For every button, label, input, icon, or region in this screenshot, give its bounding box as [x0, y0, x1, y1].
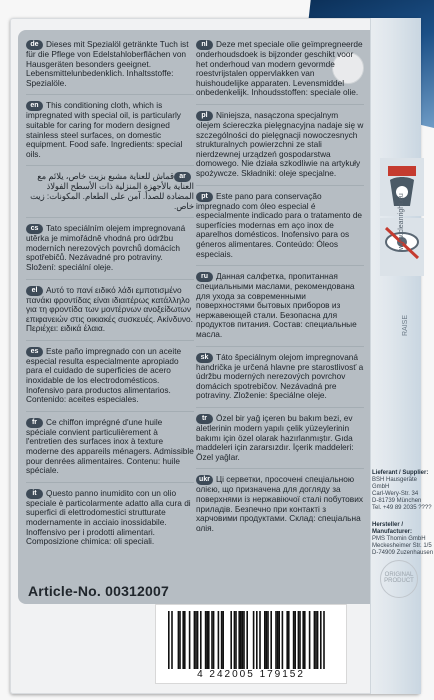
- entries_right-entry-nl: [196, 40, 364, 98]
- barcode-bar: [314, 611, 316, 669]
- barcode-bar: [270, 611, 272, 669]
- barcode-bar: [238, 611, 240, 669]
- barcode-bar: [288, 611, 290, 669]
- entry-separator: [26, 217, 194, 218]
- barcode-bar: [277, 611, 279, 669]
- barcode-bar: [317, 611, 319, 669]
- lang-badge-fr: fr: [26, 418, 43, 428]
- barcode-bar: [184, 611, 186, 669]
- entry-text-sk: Táto špeciálnym olejom impregnovaná handrička je určená hlavne pre starostlivosť a údržbu moderných nerezových povrchov domácich spotrebičov. Nezávadná pre potraviny. Zloženie: špeciálne oleje.: [196, 351, 364, 401]
- barcode-bar: [182, 611, 184, 669]
- entry-text-nl: Deze met speciale olie geïmpregneerde onderhoudsdoek is bijzonder geschikt voor het onderhoud van modern gevormde roestvrijstalen oppervlakken van huishoudelijke apparaten. Levensmiddel onbedenkelijk. Inhoudsstoffen: speciale olie.: [196, 39, 363, 98]
- barcode-bar: [266, 611, 268, 669]
- lang-badge-el: el: [26, 286, 43, 296]
- barcode-bar: [304, 611, 306, 669]
- lang-badge-nl: nl: [196, 40, 213, 50]
- barcode-bar: [197, 611, 199, 669]
- lang-badge-ukr: ukr: [196, 475, 213, 485]
- article-number: [28, 583, 169, 599]
- entries_left-entry-ar: [26, 172, 194, 211]
- article-label: Article-No.: [28, 583, 101, 599]
- supplier-label: Lieferant / Supplier:: [372, 470, 429, 476]
- entry-text-tr: Özel bir yağ içeren bu bakım bezi, ev aletlerinin modern yapılı çelik yüzeylerinin bakımı için özel olarak hazırlanmıştır. Gıda maddeleri için zararsızdır. İçerik maddeleri: Özel yağlar.: [196, 413, 354, 462]
- barcode-digit-left: 4: [197, 669, 205, 680]
- manufacturer-line-3: D-74909 Zuzenhausen: [372, 550, 434, 556]
- barcode-bar: [178, 611, 180, 669]
- lang-badge-it: it: [26, 489, 43, 499]
- lang-badge-pl: pl: [196, 111, 213, 121]
- entry-text-de: Dieses mit Spezialöl getränkte Tuch ist für die Pflege von Edelstahloberflächen von Hausgeräten besonders geeignet. Lebensmittelunbedenklich. Inhaltsstoffe: Spezialöle.: [26, 39, 189, 88]
- barcode-bar: [213, 611, 215, 669]
- barcode-bar: [179, 611, 181, 669]
- barcode-bar: [211, 611, 213, 669]
- entry-separator: [196, 185, 364, 186]
- seal-text: ORIGINAL PRODUCT: [384, 572, 414, 584]
- entry-separator: [196, 346, 364, 347]
- barcode-bar: [259, 611, 261, 669]
- barcode-bar: [264, 611, 266, 669]
- entries_right-entry-ukr: [196, 475, 364, 533]
- entry-separator: [26, 340, 194, 341]
- entry-text-ru: Данная салфетка, пропитанная специальными маслами, рекомендована для ухода за современными поверхностями бытовых приборов из нержавеющей стали. Безопасна для продуктов питания. Состав: специальные масла.: [196, 271, 357, 340]
- entry-text-es: Este paño impregnado con un aceite especial resulta especialmente apropiado para el cuidado de superficies de acero inoxidable de los electrodomésticos. Inofensivo para productos alimentarios. Contenido: aceites especiales.: [26, 346, 182, 405]
- lang-badge-pt: pt: [196, 192, 213, 202]
- website-text: www.cleanright.eu: [398, 193, 405, 250]
- website-vertical: [398, 193, 434, 250]
- manufacturer-line-1: PMS Thomin GmbH: [372, 536, 426, 542]
- entry-separator: [26, 165, 194, 166]
- entry-separator: [26, 94, 194, 95]
- barcode-bar: [242, 611, 244, 669]
- entries_left-entry-de: [26, 40, 194, 88]
- barcode-bar: [256, 611, 258, 669]
- supplier-manufacturer-info: [372, 470, 434, 557]
- entry-separator: [196, 104, 364, 105]
- entry-text-fr: Ce chiffon imprégné d'une huile spéciale convient particulièrement à l'entretien des surfaces inox à texture moderne des appareils ménagers. Admissible pour denrées alimentaires. Contenu: huile spéciale.: [26, 417, 194, 476]
- left-language-column: [26, 40, 194, 553]
- entry-separator: [26, 482, 194, 483]
- barcode-bar: [234, 611, 236, 669]
- barcode-bar: [243, 611, 245, 669]
- barcode-bar: [278, 611, 280, 669]
- barcode-bar: [293, 611, 295, 669]
- supplier-line-1: BSH Hausgeräte GmbH: [372, 477, 418, 490]
- entries_left-entry-it: [26, 489, 194, 547]
- entry-text-it: Questo panno inumidito con un olio speciale è particolarmente adatto alla cura di superfici di elettrodomestici strutturate modernamente in acciaio inossidabile. Inoffensivo per i prodotti alimentari. Composizione chimica: oli speciali.: [26, 488, 191, 547]
- entry-separator: [196, 468, 364, 469]
- lang-badge-es: es: [26, 347, 43, 357]
- barcode-digits-1: 242005: [209, 669, 255, 680]
- entries_right-entry-pl: [196, 111, 364, 179]
- entries_left-entry-fr: [26, 418, 194, 476]
- entry-separator: [196, 407, 364, 408]
- raise-vertical-text: [402, 315, 409, 336]
- entry-text-ukr: Ці серветки, просочені спеціальною олією, що призначена для догляду за поверхнями із нержавіючої сталі побутових приладів. Безпечно при контакті з харчовими продуктами. Склад: спеціальна олія.: [196, 474, 363, 533]
- supplier-line-2: Carl-Wery-Str. 34: [372, 491, 419, 497]
- entries_right-entry-pt: [196, 192, 364, 260]
- barcode-bar: [323, 611, 325, 669]
- supplier-line-4: Tel. +49 89 2035 ????: [372, 505, 432, 511]
- barcode-bar: [253, 611, 255, 669]
- lang-badge-de: de: [26, 40, 43, 50]
- lang-badge-ar: ar: [174, 172, 191, 182]
- entry-text-en: This conditioning cloth, which is impregnated with special oil, is particularly suitable for caring for modern designed stainless steel surfaces, on domestic equipment. Food safe. Ingredients: special oils.: [26, 100, 183, 159]
- barcode-bar: [275, 611, 277, 669]
- original-product-seal: [380, 560, 418, 598]
- lang-badge-sk: sk: [196, 353, 213, 363]
- barcode-bars: [164, 611, 338, 669]
- barcode: [155, 604, 347, 684]
- barcode-bar: [194, 611, 196, 669]
- entries_right-entry-ru: [196, 272, 364, 340]
- lang-badge-cs: cs: [26, 224, 43, 234]
- barcode-bar: [205, 611, 207, 669]
- entry-separator: [196, 265, 364, 266]
- entries_left-entry-el: [26, 286, 194, 334]
- manufacturer-line-2: Meckesheimer Str. 1/5: [372, 543, 432, 549]
- article-value: 00312007: [105, 583, 169, 599]
- barcode-bar: [168, 611, 170, 669]
- barcode-bar: [246, 611, 248, 669]
- entry-text-ar: قماش للعناية مشبع بزيت خاص، يلائم مع العناية بالأجهزة المنزلية ذات الأسطح الفولاذ المضادة للصدأ. آمن على الطعام. المكونات: زيت خاص.: [30, 171, 194, 211]
- barcode-bar: [240, 611, 242, 669]
- entry-text-cs: Tato speciálním olejem impregnovaná utěrka je mimořádně vhodná pro údržbu moderních nerezových povrchů domácích spotřebičů. Nezávadné pro potraviny. Složení: speciální oleje.: [26, 223, 186, 272]
- entries_left-entry-cs: [26, 224, 194, 272]
- barcode-bar: [206, 611, 208, 669]
- barcode-bar: [286, 611, 288, 669]
- entry-separator: [26, 279, 194, 280]
- supplier-line-3: D-81739 München: [372, 498, 422, 504]
- lang-badge-tr: tr: [196, 414, 213, 424]
- barcode-bar: [298, 611, 300, 669]
- lang-badge-ru: ru: [196, 272, 213, 282]
- entry-separator: [26, 411, 194, 412]
- barcode-bar: [235, 611, 237, 669]
- lang-badge-en: en: [26, 101, 43, 111]
- entries_right-entry-sk: [196, 353, 364, 401]
- barcode-bar: [221, 611, 223, 669]
- barcode-bar: [208, 611, 210, 669]
- barcode-bar: [267, 611, 269, 669]
- barcode-bar: [200, 611, 202, 669]
- entry-text-pl: Niniejsza, nasączona specjalnym olejem ściereczka pielęgnacyjna nadaje się w szczególności do pielęgnacji nowoczesnych strukturalnych powierzchni ze stali nierdzewnej urządzeń gospodarstwa domowego. Nie działa szkodliwie na artykuły spożywcze. Składniki: oleje specjalne.: [196, 110, 364, 178]
- entries_left-entry-en: [26, 101, 194, 159]
- barcode-bar: [195, 611, 197, 669]
- entry-text-el: Αυτό το πανί ειδικό λάδι εμποτισμένο πανάκι φροντίδας είναι ιδιαιτέρως κατάλληλο για τη φροντίδα των μοντέρνων ανοξείδωτων επιφανειών στις οικιακές συσκευές. Ακίνδυνο. Περιέχει: ειδικά έλαια.: [26, 284, 193, 334]
- barcode-bar: [230, 611, 232, 669]
- barcode-bar: [171, 611, 173, 669]
- barcode-bar: [294, 611, 296, 669]
- barcode-bar: [282, 611, 284, 669]
- right-language-column: [196, 40, 364, 539]
- barcode-bar: [299, 611, 301, 669]
- barcode-digits-2: 179152: [259, 669, 305, 680]
- entry-text-pt: Este pano para conservação impregnado com óleo especial é especialmente indicado para o tratamento de superfícies modernas em aço inox de aparelhos domésticos. Inofensivo para os géneros alimentares. Conteúdo: Óleos especiais.: [196, 190, 363, 259]
- barcode-bar: [309, 611, 311, 669]
- barcode-number: [156, 669, 346, 680]
- raise-text: RAISE: [402, 314, 409, 336]
- barcode-bar: [315, 611, 317, 669]
- entries_left-entry-es: [26, 347, 194, 405]
- barcode-bar: [189, 611, 191, 669]
- manufacturer-label: Hersteller / Manufacturer:: [372, 522, 413, 535]
- entries_right-entry-tr: [196, 414, 364, 462]
- barcode-bar: [302, 611, 304, 669]
- barcode-bar: [218, 611, 220, 669]
- barcode-bar: [320, 611, 322, 669]
- barcode-bar: [222, 611, 224, 669]
